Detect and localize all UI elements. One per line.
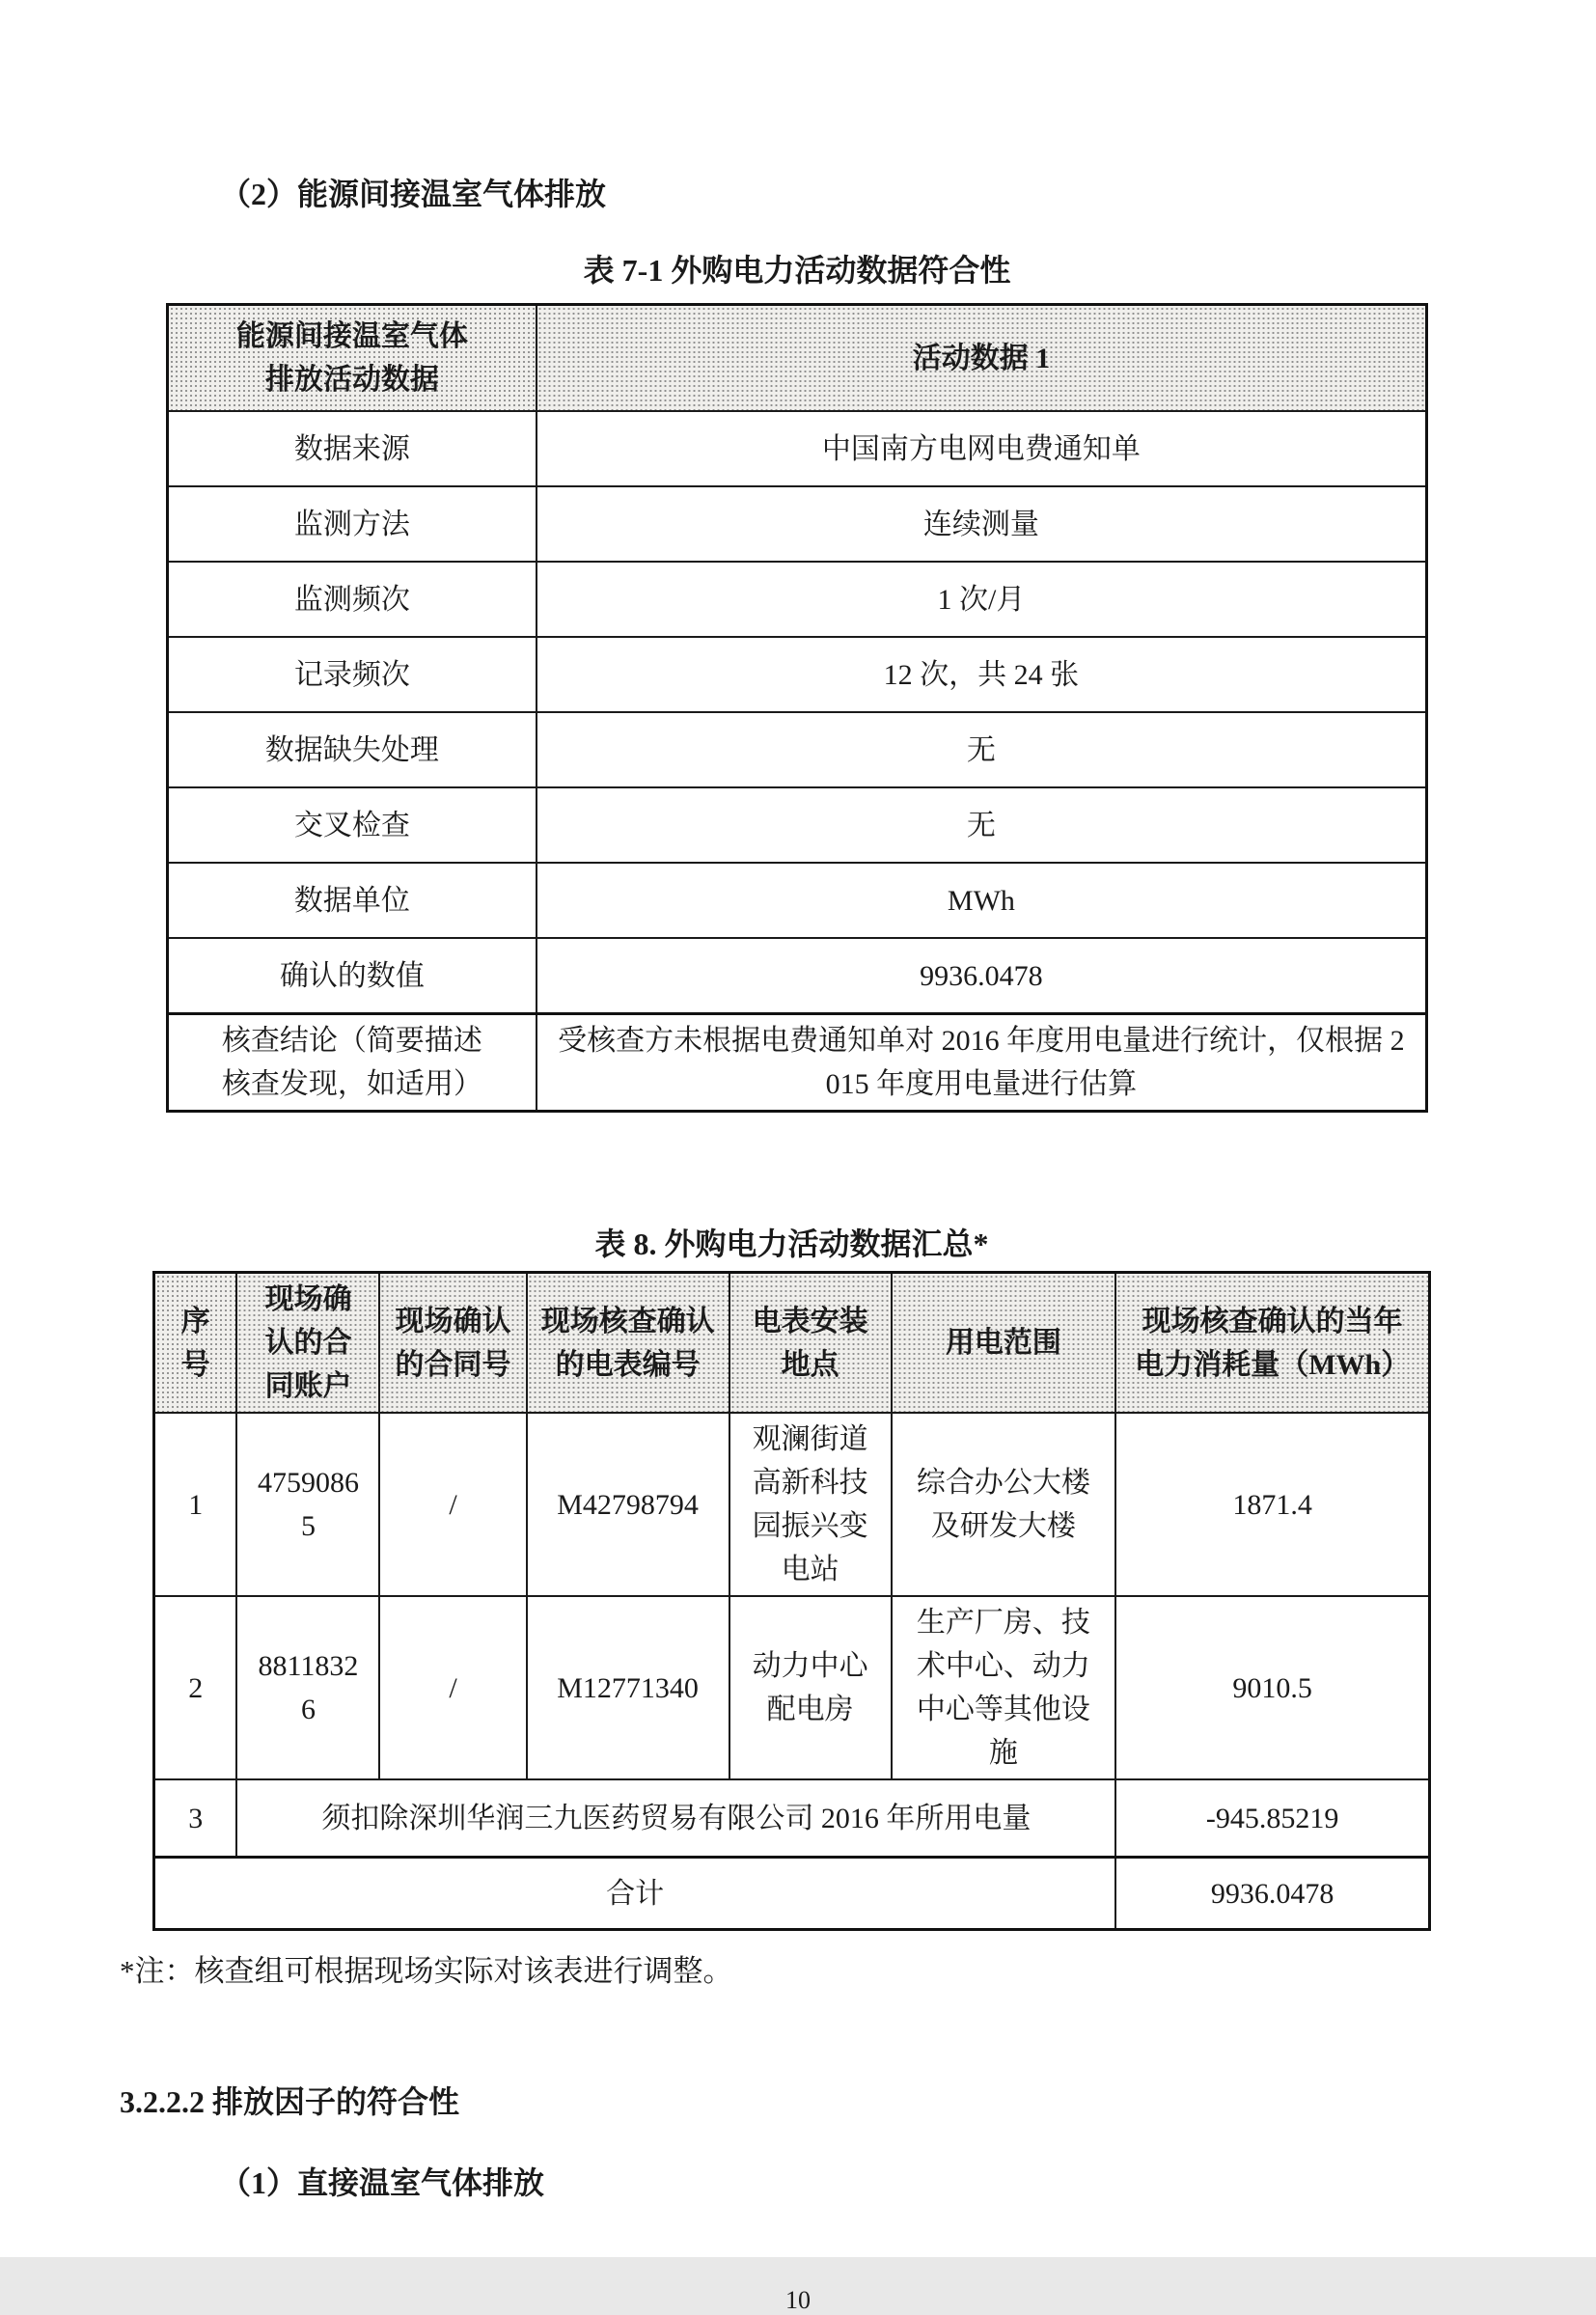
t7-label-missing-data-handling: 数据缺失处理 — [168, 712, 537, 787]
t8-r2-index: 2 — [154, 1596, 237, 1779]
table7-purchased-electricity-conformity — [166, 303, 1428, 1113]
t8-r1-account: 47590865 — [236, 1413, 379, 1596]
t8-r2-meter: M12771340 — [527, 1596, 729, 1779]
page-number: 10 — [785, 2286, 811, 2314]
table7-header-col2-cell: 活动数据 1 — [537, 305, 1427, 412]
table7-header-row — [168, 305, 1427, 412]
section-heading: （2）能源间接温室气体排放 — [220, 177, 607, 211]
t8-r2-account: 88118326 — [236, 1596, 379, 1779]
t8-col-header-scope: 用电范围 — [892, 1273, 1116, 1414]
t8-r2-scope: 生产厂房、技术中心、动力中心等其他设施 — [892, 1596, 1116, 1779]
t8-col-header-index: 序号 — [154, 1273, 237, 1414]
t8-col-header-consumption: 现场核查确认的当年电力消耗量（MWh） — [1115, 1273, 1429, 1414]
table8-header-row — [154, 1273, 1430, 1414]
t8-r1-contract: / — [379, 1413, 526, 1596]
table-row — [168, 787, 1427, 863]
table8-deduction-row — [154, 1779, 1430, 1858]
t8-col-header-meter: 现场核查确认的电表编号 — [527, 1273, 729, 1414]
t8-r3-index: 3 — [154, 1779, 237, 1858]
t8-r2-contract: / — [379, 1596, 526, 1779]
t8-total-consumption: 9936.0478 — [1115, 1858, 1429, 1930]
subsection-item-heading: （1）直接温室气体排放 — [220, 2165, 545, 2200]
t7-label-monitoring-frequency: 监测频次 — [168, 562, 537, 637]
t7-value-record-frequency: 12 次，共 24 张 — [537, 637, 1427, 712]
t7-label-record-frequency: 记录频次 — [168, 637, 537, 712]
table8-footnote: *注：核查组可根据现场实际对该表进行调整。 — [120, 1954, 733, 1988]
table-row — [168, 938, 1427, 1014]
t7-label-cross-check: 交叉检查 — [168, 787, 537, 863]
t8-col-header-location: 电表安装地点 — [729, 1273, 892, 1414]
t7-label-monitoring-method: 监测方法 — [168, 486, 537, 562]
t7-value-monitoring-frequency: 1 次/月 — [537, 562, 1427, 637]
t8-total-label: 合计 — [154, 1858, 1116, 1930]
table8-total-row — [154, 1858, 1430, 1930]
t7-label-data-source: 数据来源 — [168, 411, 537, 486]
t7-value-missing-data-handling: 无 — [537, 712, 1427, 787]
t8-r1-meter: M42798794 — [527, 1413, 729, 1596]
table-row — [168, 411, 1427, 486]
t7-value-monitoring-method: 连续测量 — [537, 486, 1427, 562]
table8-title: 表 8. 外购电力活动数据汇总* — [594, 1226, 989, 1261]
t7-label-data-unit: 数据单位 — [168, 863, 537, 938]
t8-col-header-account: 现场确认的合同账户 — [236, 1273, 379, 1414]
table-row — [154, 1596, 1430, 1779]
table-row — [168, 562, 1427, 637]
t7-label-confirmed-value: 确认的数值 — [168, 938, 537, 1014]
t8-r2-location: 动力中心配电房 — [729, 1596, 892, 1779]
table7-header-col1-cell — [168, 305, 537, 412]
t8-r1-consumption: 1871.4 — [1115, 1413, 1429, 1596]
t7-conclusion-label-cell — [168, 1014, 537, 1112]
table8-purchased-electricity-summary — [152, 1271, 1431, 1931]
table-row — [168, 863, 1427, 938]
t8-r2-consumption: 9010.5 — [1115, 1596, 1429, 1779]
t8-r1-location: 观澜街道高新科技园振兴变电站 — [729, 1413, 892, 1596]
table7-header-col1: 能源间接温室气体排放活动数据 — [235, 320, 468, 396]
t8-r3-description: 须扣除深圳华润三九医药贸易有限公司 2016 年所用电量 — [236, 1779, 1115, 1858]
t7-value-data-source: 中国南方电网电费通知单 — [537, 411, 1427, 486]
t7-value-cross-check: 无 — [537, 787, 1427, 863]
table-row — [168, 486, 1427, 562]
table-row — [154, 1413, 1430, 1596]
t8-r1-scope: 综合办公大楼及研发大楼 — [892, 1413, 1116, 1596]
table7-conclusion-row — [168, 1014, 1427, 1112]
t7-conclusion-value: 受核查方未根据电费通知单对 2016 年度用电量进行统计，仅根据 2015 年度用电量进行估算 — [537, 1014, 1427, 1112]
t8-r1-index: 1 — [154, 1413, 237, 1596]
t7-conclusion-label: 核查结论（简要描述核查发现，如适用） — [221, 1025, 482, 1100]
table7-title: 表 7-1 外购电力活动数据符合性 — [583, 253, 1011, 288]
subsection-number-heading: 3.2.2.2 排放因子的符合性 — [120, 2084, 460, 2119]
t7-value-data-unit: MWh — [537, 863, 1427, 938]
table-row — [168, 712, 1427, 787]
t7-value-confirmed-value: 9936.0478 — [537, 938, 1427, 1014]
table-row — [168, 637, 1427, 712]
t8-r3-consumption: -945.85219 — [1115, 1779, 1429, 1858]
t8-col-header-contract: 现场确认的合同号 — [379, 1273, 526, 1414]
